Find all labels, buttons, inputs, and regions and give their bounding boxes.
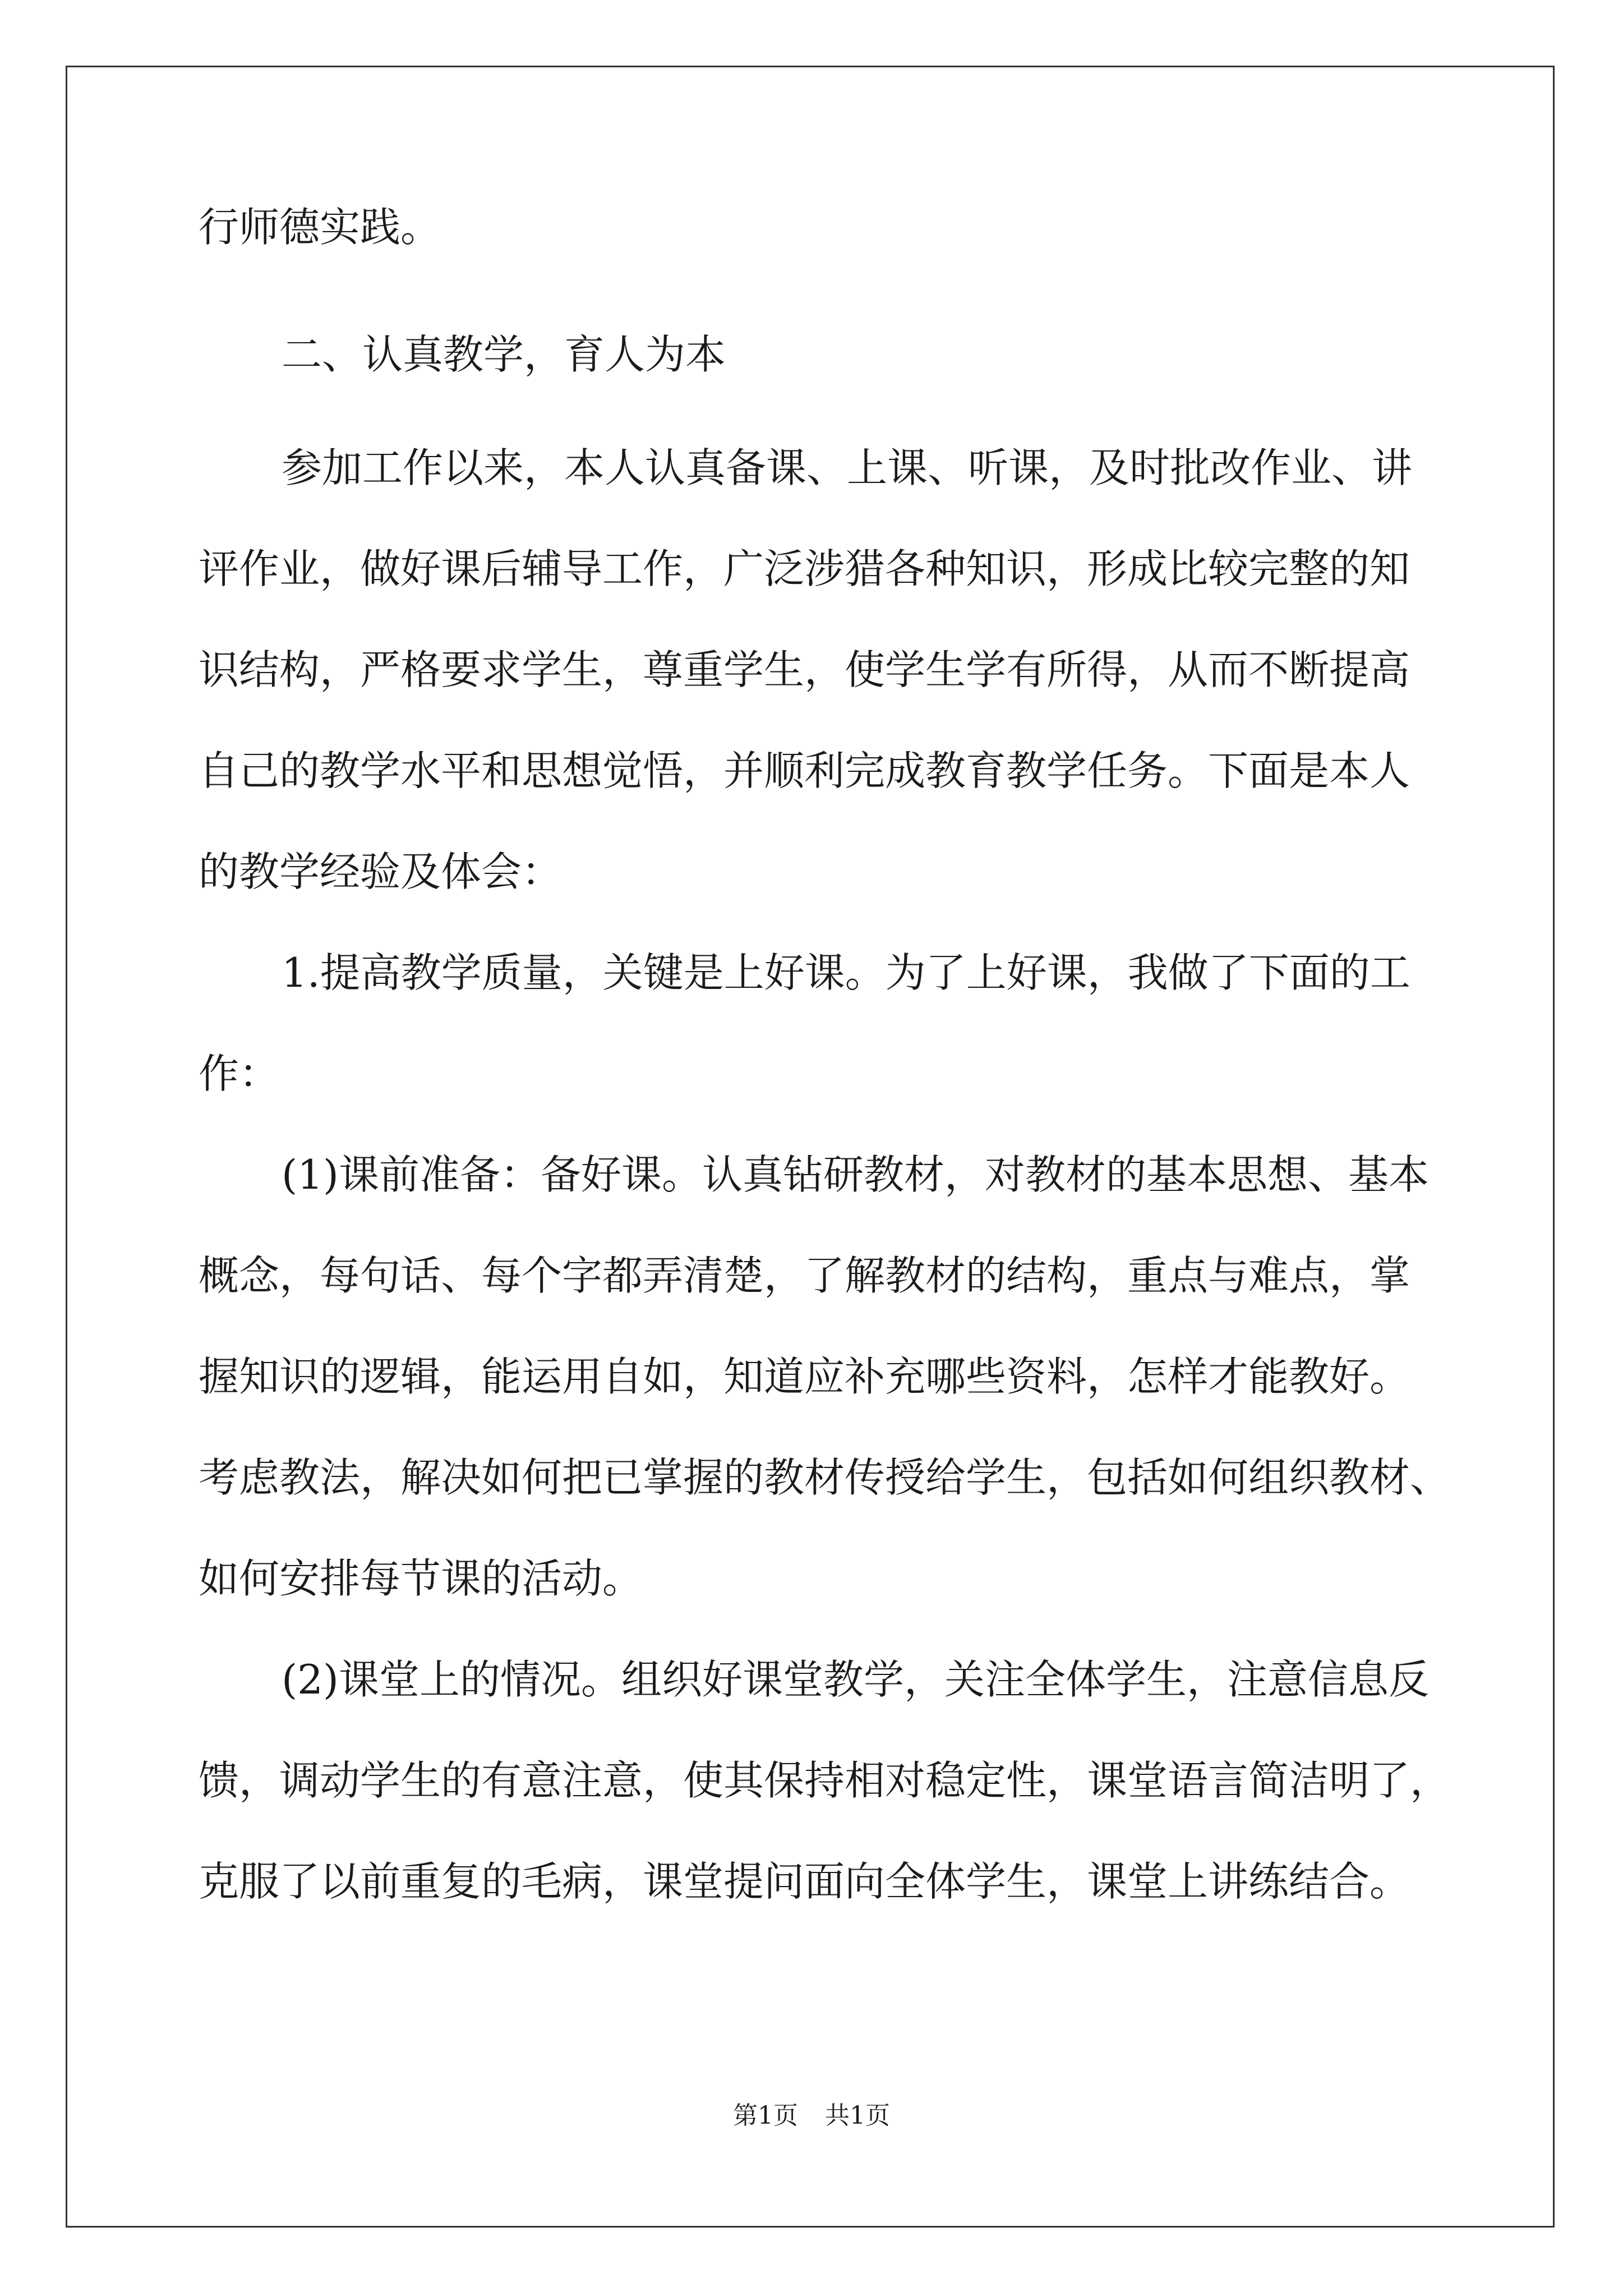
page-total: 共1页 <box>825 2101 890 2130</box>
text-line: (1)课前准备：备好课。认真钻研教材，对教材的基本思想、基本 <box>282 1151 1429 1198</box>
text-line: 行师德实践。 <box>199 204 441 251</box>
page-footer <box>0 2099 1623 2133</box>
text-line: 考虑教法，解决如何把已掌握的教材传授给学生，包括如何组织教材、 <box>199 1454 1451 1501</box>
text-line: 的教学经验及体会： <box>199 848 562 895</box>
text-line: 概念，每句话、每个字都弄清楚，了解教材的结构，重点与难点，掌 <box>199 1252 1410 1299</box>
text-line: 参加工作以来，本人认真备课、上课、听课，及时批改作业、讲 <box>282 444 1413 491</box>
text-line: 作： <box>199 1050 280 1097</box>
text-line: 馈，调动学生的有意注意，使其保持相对稳定性，课堂语言简洁明了， <box>199 1757 1451 1804</box>
page-number: 第1页 <box>733 2101 798 2130</box>
text-line: 识结构，严格要求学生，尊重学生，使学生学有所得，从而不断提高 <box>199 646 1410 693</box>
text-line: 克服了以前重复的毛病，课堂提问面向全体学生，课堂上讲练结合。 <box>199 1858 1410 1905</box>
section-heading: 二、认真教学，育人为本 <box>282 331 726 378</box>
text-line: 如何安排每节课的活动。 <box>199 1555 643 1602</box>
text-line: 1.提高教学质量，关键是上好课。为了上好课，我做了下面的工 <box>282 949 1410 996</box>
text-line: (2)课堂上的情况。组织好课堂教学，关注全体学生，注意信息反 <box>282 1656 1429 1703</box>
text-line: 握知识的逻辑，能运用自如，知道应补充哪些资料，怎样才能教好。 <box>199 1353 1410 1400</box>
text-line: 自己的教学水平和思想觉悟，并顺利完成教育教学任务。下面是本人 <box>199 747 1410 794</box>
text-line: 评作业，做好课后辅导工作，广泛涉猎各种知识，形成比较完整的知 <box>199 545 1410 592</box>
